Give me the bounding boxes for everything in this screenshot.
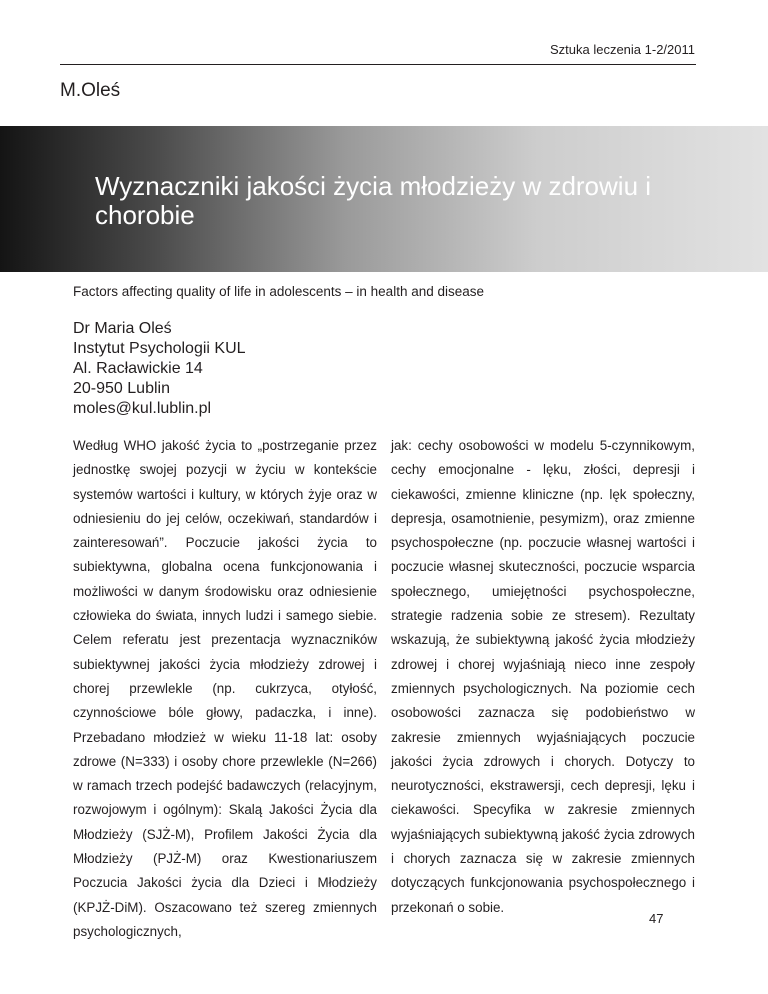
body-column-right: jak: cechy osobowości w modelu 5-czynnikowym, cechy emocjonalne - lęku, złości, depresji i ciekawości, zmienne kliniczne (np. lęk społeczny, depresja, osamotnienie, pesymizm), oraz zmienne psychospołeczne (np. poczucie własnej wartości i poczucie własnej skuteczności, poczucie wsparcia społecznego, umiejętności psychospołeczne, strategie radzenia sobie ze stresem). Rezultaty wskazują, że subiektywną jakość życia młodzieży zdrowej i chorej wyjaśniają nieco inne zespoły zmiennych psychologicznych. Na poziomie cech osobowości zaznacza się podobieństwo w zakresie zmiennych wyjaśniających poczucie jakości życia zdrowych i chorych. Dotyczy to neurotyczności, ekstrawersji, cech depresji, lęku i ciekawości. Specyfika w zakresie zmiennych wyjaśniających subiektywną jakość życia zdrowych i chorych zaznacza się w zakresie zmiennych dotyczących funkcjonowania psychospołecznego i przekonań o sobie.: [391, 438, 695, 915]
article-title: Wyznaczniki jakości życia młodzieży w zdrowiu i chorobie: [95, 171, 652, 230]
author-street: Al. Racławickie 14: [73, 360, 203, 377]
article-subtitle: Factors affecting quality of life in adolescents – in health and disease: [73, 284, 485, 299]
header-rule: [60, 64, 696, 65]
author-contact: [73, 319, 246, 419]
author-institute: Instytut Psychologii KUL: [73, 340, 246, 357]
page-number: 47: [649, 911, 664, 926]
author-email[interactable]: moles@kul.lublin.pl: [73, 400, 212, 417]
running-author: M.Oleś: [60, 80, 121, 101]
author-city: 20-950 Lublin: [73, 380, 170, 397]
body-column-left: Według WHO jakość życia to „postrzeganie przez jednostkę swojej pozycji w życiu w kontekście systemów wartości i kultury, w których żyje oraz w odniesieniu do jej celów, oczekiwań, standardów i zainteresowań”. Poczucie jakości życia to subiektywna, globalna ocena funkcjonowania i możliwości w danym środowisku oraz odniesienie człowieka do świata, innych ludzi i samego siebie. Celem referatu jest prezentacja wyznaczników subiektywnej jakości życia młodzieży zdrowej i chorej przewlekle (np. cukrzyca, otyłość, czynnościowe bóle głowy, padaczka, i inne). Przebadano młodzież w wieku 11-18 lat: osoby zdrowe (N=333) i osoby chore przewlekle (N=266) w ramach trzech podejść badawczych (relacyjnym, rozwojowym i ogólnym): Skalą Jakości Życia dla Młodzieży (SJŻ-M), Profilem Jakości Życia dla Młodzieży (PJŻ-M) oraz Kwestionariuszem Poczucia Jakości życia dla Dzieci i Młodzieży (KPJŻ-DiM). Oszacowano też szereg zmiennych psychologicznych,: [73, 438, 377, 939]
author-name: Dr Maria Oleś: [73, 320, 172, 337]
journal-header: Sztuka leczenia 1-2/2011: [549, 42, 695, 57]
